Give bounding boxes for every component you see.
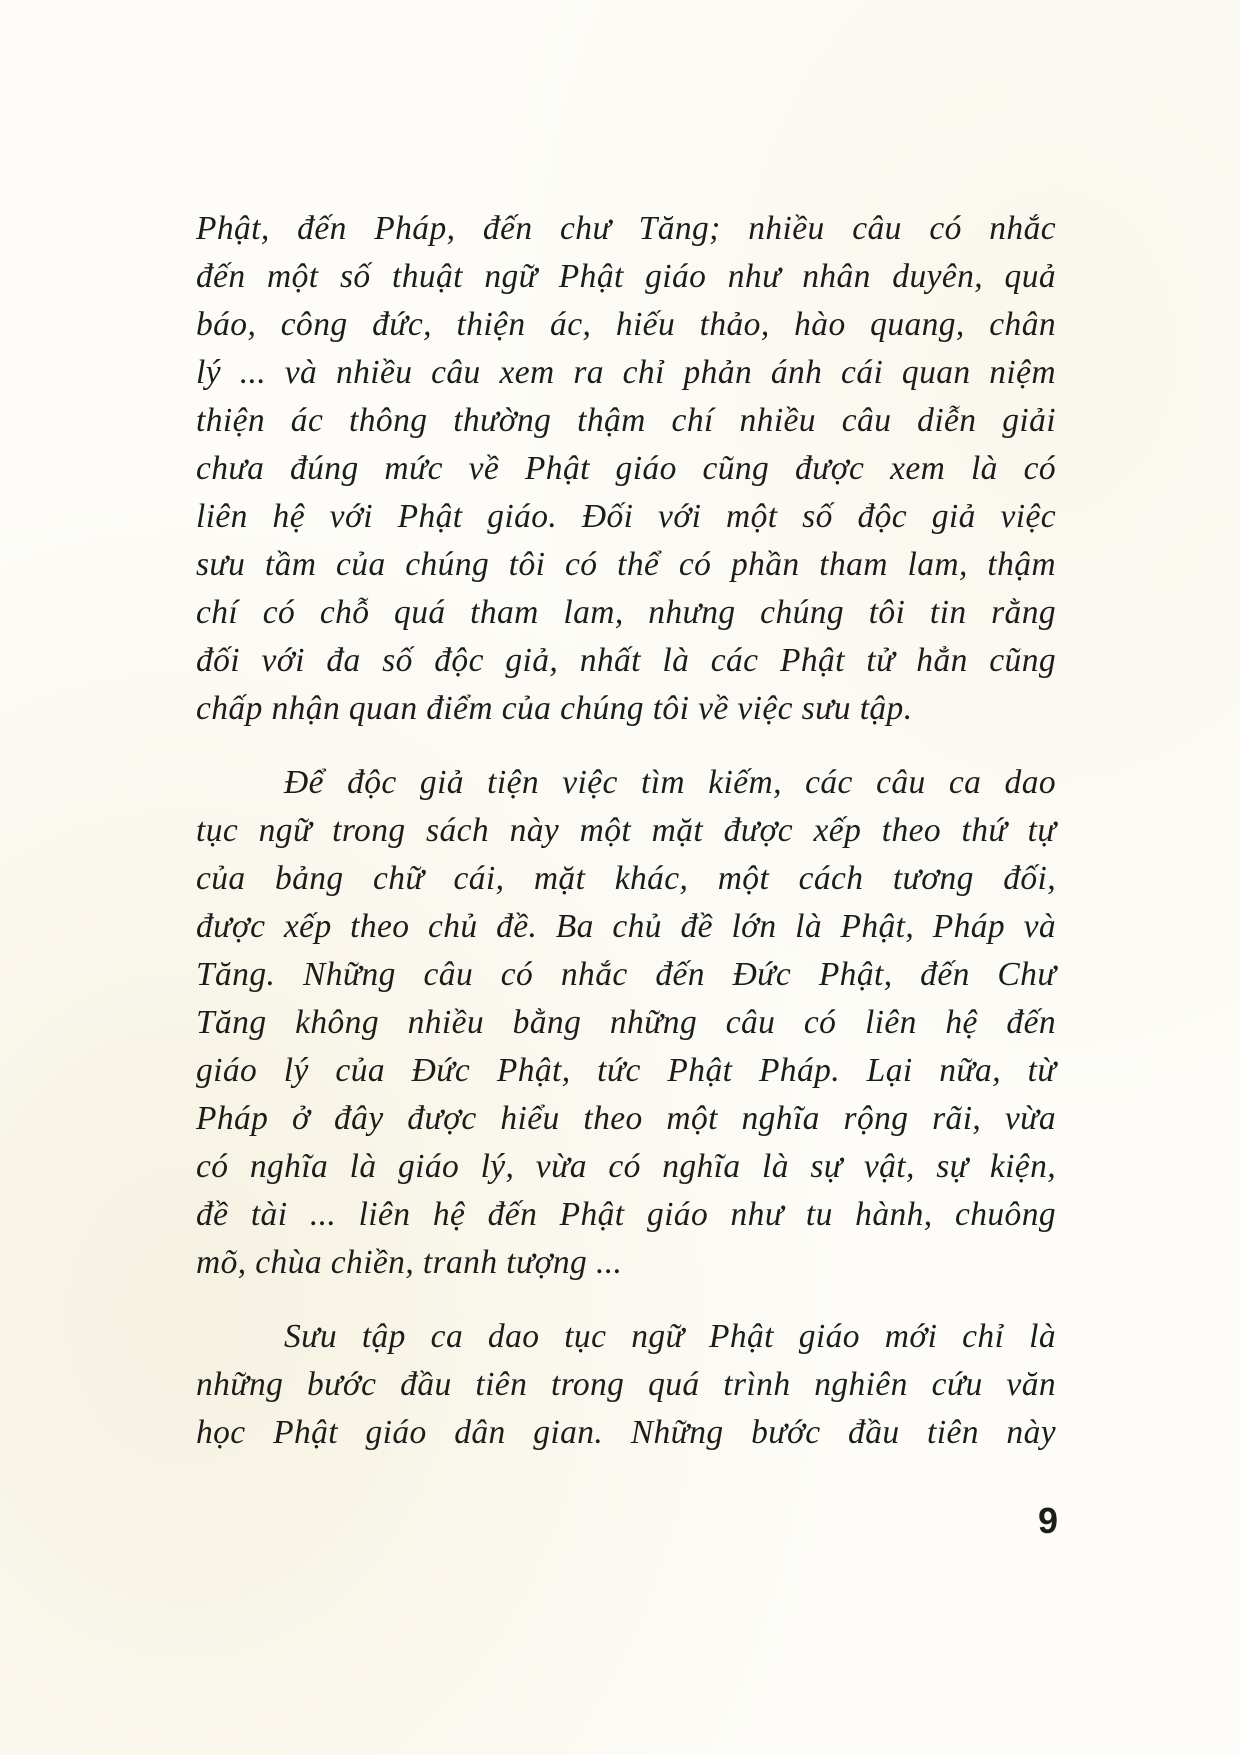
paragraph-spacer xyxy=(196,733,1056,759)
paragraph xyxy=(196,205,1056,733)
text-line: chí có chỗ quá tham lam, nhưng chúng tôi tin rằng xyxy=(196,594,1056,631)
text-line: đối với đa số độc giả, nhất là các Phật tử hẳn cũng xyxy=(196,642,1056,679)
text-line: đề tài ... liên hệ đến Phật giáo như tu hành, chuông xyxy=(196,1196,1056,1233)
paragraph xyxy=(196,1313,1056,1457)
body-text xyxy=(196,205,1056,1457)
text-line: sưu tầm của chúng tôi có thể có phần tham lam, thậm xyxy=(196,546,1056,583)
text-line: Tăng không nhiều bằng những câu có liên hệ đến xyxy=(196,1004,1056,1041)
text-line: học Phật giáo dân gian. Những bước đầu tiên này xyxy=(196,1414,1056,1451)
text-line: thiện ác thông thường thậm chí nhiều câu diễn giải xyxy=(196,402,1056,439)
text-line: Sưu tập ca dao tục ngữ Phật giáo mới chỉ là xyxy=(284,1318,1056,1355)
text-line: giáo lý của Đức Phật, tức Phật Pháp. Lại nữa, từ xyxy=(196,1052,1056,1089)
paragraph xyxy=(196,759,1056,1287)
text-line: Phật, đến Pháp, đến chư Tăng; nhiều câu có nhắc xyxy=(196,210,1056,247)
text-line: được xếp theo chủ đề. Ba chủ đề lớn là Phật, Pháp và xyxy=(196,908,1056,945)
text-line: chấp nhận quan điểm của chúng tôi về việc sưu tập. xyxy=(196,690,913,727)
text-line: có nghĩa là giáo lý, vừa có nghĩa là sự vật, sự kiện, xyxy=(196,1148,1056,1185)
text-line: liên hệ với Phật giáo. Đối với một số độc giả việc xyxy=(196,498,1056,535)
text-line: Để độc giả tiện việc tìm kiếm, các câu ca dao xyxy=(284,764,1056,801)
text-line: tục ngữ trong sách này một mặt được xếp theo thứ tự xyxy=(196,812,1056,849)
text-line: của bảng chữ cái, mặt khác, một cách tương đối, xyxy=(196,860,1056,897)
paragraph-spacer xyxy=(196,1287,1056,1313)
text-line: đến một số thuật ngữ Phật giáo như nhân duyên, quả xyxy=(196,258,1056,295)
text-line: những bước đầu tiên trong quá trình nghiên cứu văn xyxy=(196,1366,1056,1403)
text-line: chưa đúng mức về Phật giáo cũng được xem là có xyxy=(196,450,1056,487)
page-number: 9 xyxy=(1038,1500,1059,1541)
text-line: báo, công đức, thiện ác, hiếu thảo, hào quang, chân xyxy=(196,306,1056,343)
text-line: mõ, chùa chiền, tranh tượng ... xyxy=(196,1244,623,1281)
text-line: Tăng. Những câu có nhắc đến Đức Phật, đến Chư xyxy=(196,956,1056,993)
text-line: Pháp ở đây được hiểu theo một nghĩa rộng rãi, vừa xyxy=(196,1100,1056,1137)
text-line: lý ... và nhiều câu xem ra chỉ phản ánh cái quan niệm xyxy=(196,354,1056,391)
